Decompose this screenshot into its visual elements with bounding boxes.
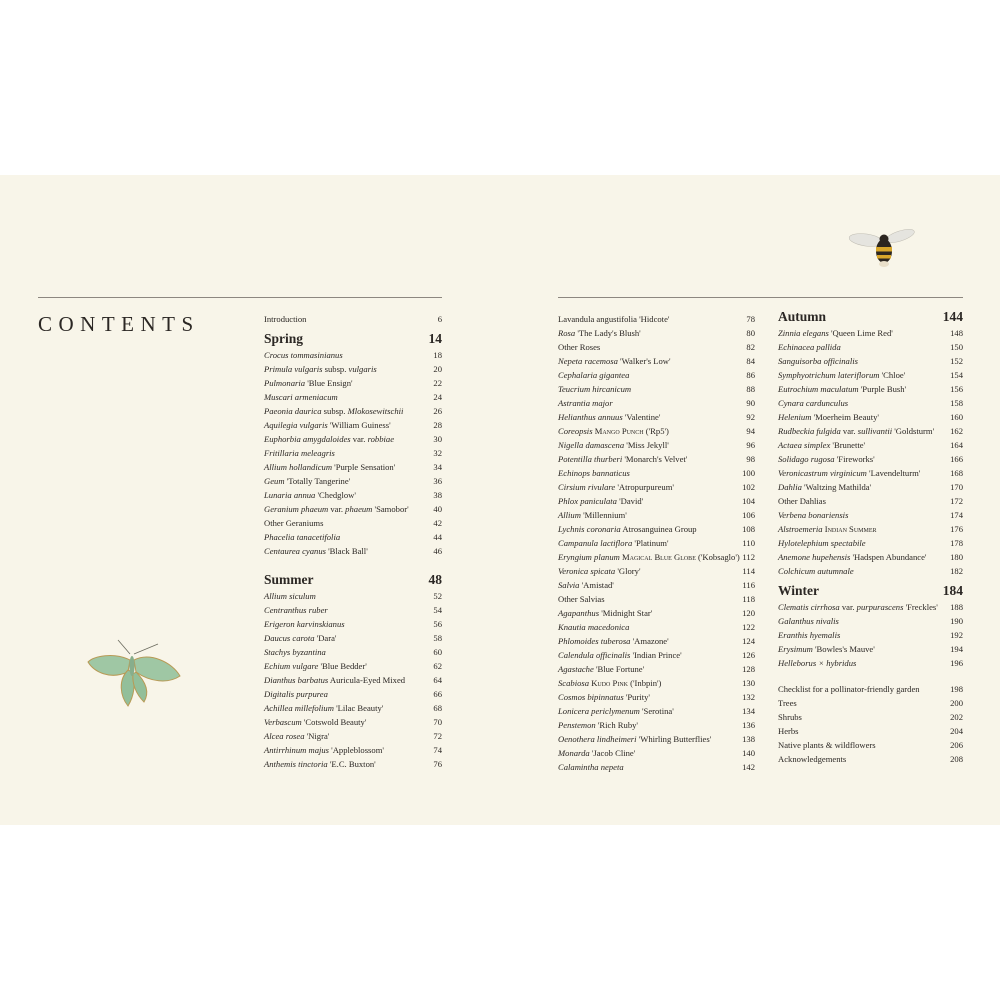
toc-entry-page: 126 [742, 650, 755, 660]
toc-entry-label: Galanthus nivalis [778, 616, 839, 626]
toc-entry[interactable] [778, 382, 963, 396]
toc-entry[interactable] [558, 382, 755, 396]
toc-entry[interactable] [558, 508, 755, 522]
toc-entry[interactable] [264, 404, 442, 418]
toc-entry[interactable] [778, 326, 963, 340]
toc-entry-page: 196 [950, 658, 963, 668]
toc-entry-page: 194 [950, 644, 963, 654]
toc-entry-page: 56 [433, 619, 442, 629]
toc-entry-page: 74 [433, 745, 442, 755]
section-title: Summer [264, 572, 314, 587]
toc-column-1 [264, 312, 442, 771]
toc-entry-page: 54 [433, 605, 442, 615]
toc-entry-label: Paeonia daurica subsp. Mlokosewitschii [264, 406, 404, 416]
toc-entry-page: 6 [437, 314, 442, 324]
toc-entry-label: Other Dahlias [778, 496, 826, 506]
toc-entry-page: 36 [433, 476, 442, 486]
section-heading-spring[interactable] [264, 330, 442, 348]
toc-entry-label: Euphorbia amygdaloides var. robbiae [264, 434, 395, 444]
toc-entry[interactable] [778, 494, 963, 508]
toc-entry-label: Anthemis tinctoria 'E.C. Buxton' [264, 759, 376, 769]
toc-entry-page: 156 [950, 384, 963, 394]
toc-entry-label: Daucus carota 'Dara' [264, 633, 337, 643]
toc-entry-label: Alstroemeria Indian Summer [778, 524, 877, 534]
toc-entry-label: Nepeta racemosa 'Walker's Low' [558, 356, 671, 366]
toc-entry-page: 180 [950, 552, 963, 562]
toc-entry-page: 188 [950, 602, 963, 612]
toc-entry[interactable] [264, 502, 442, 516]
toc-entry-page: 32 [433, 448, 442, 458]
toc-entry-page: 46 [433, 546, 442, 556]
toc-entry-page: 130 [742, 678, 755, 688]
toc-entry[interactable] [264, 589, 442, 603]
toc-entry-page: 102 [742, 482, 755, 492]
toc-entry[interactable] [264, 757, 442, 771]
toc-entry-page: 154 [950, 370, 963, 380]
toc-entry[interactable] [264, 631, 442, 645]
toc-entry-page: 98 [746, 454, 755, 464]
toc-entry-label: Shrubs [778, 712, 802, 722]
toc-entry-page: 64 [433, 675, 442, 685]
toc-entry-label: Primula vulgaris subsp. vulgaris [264, 364, 377, 374]
toc-entry-page: 170 [950, 482, 963, 492]
toc-entry[interactable] [558, 410, 755, 424]
toc-entry-page: 24 [433, 392, 442, 402]
toc-entry-page: 88 [746, 384, 755, 394]
toc-entry-page: 20 [433, 364, 442, 374]
toc-entry-page: 70 [433, 717, 442, 727]
toc-entry[interactable] [558, 480, 755, 494]
toc-entry[interactable] [558, 368, 755, 382]
toc-entry[interactable] [264, 603, 442, 617]
toc-entry-page: 204 [950, 726, 963, 736]
toc-entry-label: Teucrium hircanicum [558, 384, 632, 394]
toc-entry-label: Anemone hupehensis 'Hadspen Abundance' [778, 552, 927, 562]
toc-entry-label: Knautia macedonica [558, 622, 630, 632]
toc-entry-label: Colchicum autumnale [778, 566, 854, 576]
autumn-entries [778, 326, 963, 578]
toc-entry[interactable] [558, 522, 755, 536]
toc-entry[interactable] [558, 578, 755, 592]
toc-entry-label: Lunaria annua 'Chedglow' [264, 490, 356, 500]
toc-entry-label: Erigeron karvinskianus [264, 619, 345, 629]
toc-entry-label: Allium siculum [264, 591, 316, 601]
toc-entry[interactable] [558, 550, 755, 564]
toc-entry[interactable] [558, 676, 755, 690]
toc-entry-page: 100 [742, 468, 755, 478]
toc-entry[interactable] [264, 659, 442, 673]
toc-entry-label: Other Geraniums [264, 518, 324, 528]
toc-entry[interactable] [558, 718, 755, 732]
toc-entry-page: 152 [950, 356, 963, 366]
toc-entry-page: 62 [433, 661, 442, 671]
page-title: CONTENTS [38, 312, 200, 336]
toc-entry-page: 114 [742, 566, 755, 576]
summer-entries [264, 589, 442, 771]
toc-entry[interactable] [264, 418, 442, 432]
bee-icon [846, 226, 916, 272]
toc-entry[interactable] [778, 368, 963, 382]
toc-entry[interactable] [264, 530, 442, 544]
toc-entry-label: Eranthis hyemalis [778, 630, 841, 640]
toc-entry[interactable] [778, 724, 963, 738]
section-title: Spring [264, 331, 304, 346]
toc-entry-label: Rudbeckia fulgida var. sullivantii 'Goldsturm' [778, 426, 935, 436]
toc-entry[interactable] [264, 432, 442, 446]
toc-entry[interactable] [264, 348, 442, 362]
toc-entry-page: 140 [742, 748, 755, 758]
toc-entry-label: Muscari armeniacum [264, 392, 338, 402]
top-rule-left [38, 297, 442, 298]
toc-entry-label: Lonicera periclymenum 'Serotina' [558, 706, 674, 716]
toc-entry[interactable] [558, 760, 755, 774]
toc-entry-label: Scabiosa Kudo Pink ('Inbpin') [558, 678, 662, 688]
toc-entry-label: Fritillaria meleagris [264, 448, 335, 458]
toc-entry-introduction[interactable] [264, 312, 442, 326]
section-title: Winter [778, 583, 819, 598]
toc-entry[interactable] [264, 390, 442, 404]
toc-entry-page: 106 [742, 510, 755, 520]
toc-entry-page: 158 [950, 398, 963, 408]
toc-entry[interactable] [778, 710, 963, 724]
toc-entry-page: 162 [950, 426, 963, 436]
toc-entry[interactable] [558, 732, 755, 746]
toc-entry-page: 206 [950, 740, 963, 750]
toc-entry-label: Acknowledgements [778, 754, 847, 764]
toc-entry-page: 172 [950, 496, 963, 506]
toc-entry-page: 108 [742, 524, 755, 534]
toc-entry[interactable] [558, 326, 755, 340]
toc-column-3 [778, 308, 963, 766]
toc-entry-label: Dianthus barbatus Auricula-Eyed Mixed [264, 675, 406, 685]
toc-entry-label: Trees [778, 698, 797, 708]
toc-entry-page: 44 [433, 532, 442, 542]
toc-entry-label: Helianthus annuus 'Valentine' [558, 412, 661, 422]
toc-entry[interactable] [778, 642, 963, 656]
toc-entry[interactable] [778, 438, 963, 452]
toc-entry[interactable] [778, 508, 963, 522]
toc-entry-label: Centranthus ruber [264, 605, 328, 615]
toc-entry[interactable] [778, 396, 963, 410]
toc-entry[interactable] [558, 340, 755, 354]
toc-entry-label: Crocus tommasinianus [264, 350, 343, 360]
toc-entry-page: 80 [746, 328, 755, 338]
toc-entry-label: Echinacea pallida [778, 342, 841, 352]
toc-entry-label: Agastache 'Blue Fortune' [558, 664, 645, 674]
toc-entry-page: 192 [950, 630, 963, 640]
toc-entry-label: Achillea millefolium 'Lilac Beauty' [264, 703, 384, 713]
toc-entry-label: Pulmonaria 'Blue Ensign' [264, 378, 353, 388]
toc-entry-page: 34 [433, 462, 442, 472]
toc-entry-page: 110 [742, 538, 755, 548]
toc-entry-label: Actaea simplex 'Brunette' [778, 440, 866, 450]
toc-entry-page: 198 [950, 684, 963, 694]
toc-entry-page: 94 [746, 426, 755, 436]
section-title: Autumn [778, 309, 827, 324]
toc-entry-label: Introduction [264, 314, 307, 324]
toc-entry-label: Veronicastrum virginicum 'Lavendelturm' [778, 468, 921, 478]
toc-entry[interactable] [264, 544, 442, 558]
toc-entry-label: Rosa 'The Lady's Blush' [558, 328, 641, 338]
toc-entry-page: 22 [433, 378, 442, 388]
toc-entry-label: Lychnis coronaria Atrosanguinea Group [558, 524, 697, 534]
toc-entry-label: Centaurea cyanus 'Black Ball' [264, 546, 368, 556]
appendix-entries [778, 682, 963, 766]
toc-entry-page: 26 [433, 406, 442, 416]
toc-entry[interactable] [558, 746, 755, 760]
toc-entry[interactable] [778, 628, 963, 642]
toc-entry-label: Helenium 'Moerheim Beauty' [778, 412, 879, 422]
toc-entry-label: Calamintha nepeta [558, 762, 624, 772]
toc-entry-page: 120 [742, 608, 755, 618]
toc-entry-label: Oenothera lindheimeri 'Whirling Butterflies' [558, 734, 712, 744]
toc-entry-label: Zinnia elegans 'Queen Lime Red' [778, 328, 893, 338]
toc-entry[interactable] [558, 494, 755, 508]
winter-entries [778, 600, 963, 670]
toc-entry[interactable] [778, 536, 963, 550]
toc-entry[interactable] [778, 614, 963, 628]
toc-entry-label: Eryngium planum Magical Blue Globe ('Kobsaglo') [558, 552, 740, 562]
toc-entry[interactable] [778, 600, 963, 614]
toc-entry[interactable] [778, 466, 963, 480]
toc-entry[interactable] [264, 673, 442, 687]
toc-entry-label: Calendula officinalis 'Indian Prince' [558, 650, 682, 660]
toc-entry[interactable] [778, 682, 963, 696]
toc-entry-page: 176 [950, 524, 963, 534]
section-page: 48 [428, 572, 442, 587]
toc-entry-label: Coreopsis Mango Punch ('Rp5') [558, 426, 669, 436]
toc-entry-label: Echinops bannaticus [558, 468, 630, 478]
section-page: 144 [942, 309, 963, 324]
toc-entry-label: Phacelia tanacetifolia [264, 532, 341, 542]
toc-entry-label: Potentilla thurberi 'Monarch's Velvet' [558, 454, 688, 464]
toc-entry-label: Dahlia 'Waltzing Mathilda' [778, 482, 872, 492]
toc-entry-label: Monarda 'Jacob Cline' [558, 748, 636, 758]
toc-entry-page: 96 [746, 440, 755, 450]
toc-entry-page: 82 [746, 342, 755, 352]
toc-entry[interactable] [264, 729, 442, 743]
toc-entry-page: 150 [950, 342, 963, 352]
toc-entry[interactable] [558, 354, 755, 368]
toc-entry-label: Hylotelephium spectabile [778, 538, 866, 548]
toc-entry-label: Symphyotrichum lateriflorum 'Chloe' [778, 370, 906, 380]
section-heading-winter[interactable] [778, 582, 963, 600]
toc-entry-label: Alcea rosea 'Nigra' [264, 731, 330, 741]
toc-entry[interactable] [558, 606, 755, 620]
toc-entry-page: 116 [742, 580, 755, 590]
toc-entry[interactable] [264, 446, 442, 460]
section-heading-summer[interactable] [264, 571, 442, 589]
toc-entry-page: 160 [950, 412, 963, 422]
toc-entry[interactable] [558, 592, 755, 606]
section-page: 14 [428, 331, 442, 346]
toc-entry[interactable] [558, 690, 755, 704]
toc-entry-label: Penstemon 'Rich Ruby' [558, 720, 638, 730]
toc-entry-page: 190 [950, 616, 963, 626]
toc-entry-label: Campanula lactiflora 'Platinum' [558, 538, 669, 548]
toc-entry[interactable] [778, 550, 963, 564]
toc-entry[interactable] [558, 634, 755, 648]
toc-entry-page: 72 [433, 731, 442, 741]
toc-entry-page: 182 [950, 566, 963, 576]
toc-entry[interactable] [264, 687, 442, 701]
toc-entry[interactable] [558, 662, 755, 676]
toc-entry-page: 208 [950, 754, 963, 764]
toc-entry-label: Cephalaria gigantea [558, 370, 630, 380]
toc-entry-page: 168 [950, 468, 963, 478]
toc-entry-label: Sanguisorba officinalis [778, 356, 858, 366]
toc-entry[interactable] [558, 312, 755, 326]
toc-entry[interactable] [558, 648, 755, 662]
toc-entry[interactable] [264, 715, 442, 729]
toc-entry-page: 58 [433, 633, 442, 643]
summer-entries-continued [558, 312, 755, 774]
toc-entry[interactable] [778, 340, 963, 354]
toc-entry-page: 60 [433, 647, 442, 657]
section-heading-autumn[interactable] [778, 308, 963, 326]
toc-entry-page: 92 [746, 412, 755, 422]
toc-entry-page: 28 [433, 420, 442, 430]
toc-entry[interactable] [778, 452, 963, 466]
toc-entry-page: 148 [950, 328, 963, 338]
toc-entry-label: Phlomoides tuberosa 'Amazone' [558, 636, 669, 646]
toc-entry-page: 124 [742, 636, 755, 646]
toc-entry[interactable] [778, 480, 963, 494]
toc-entry-page: 128 [742, 664, 755, 674]
toc-entry[interactable] [558, 466, 755, 480]
toc-entry-page: 38 [433, 490, 442, 500]
toc-entry-label: Geum 'Totally Tangerine' [264, 476, 351, 486]
toc-entry-label: Other Roses [558, 342, 601, 352]
toc-entry[interactable] [778, 738, 963, 752]
toc-entry[interactable] [264, 516, 442, 530]
toc-entry-label: Native plants & wildflowers [778, 740, 876, 750]
toc-entry-page: 18 [433, 350, 442, 360]
toc-column-2 [558, 312, 755, 774]
toc-entry-page: 40 [433, 504, 442, 514]
toc-entry-label: Digitalis purpurea [264, 689, 328, 699]
toc-entry[interactable] [558, 396, 755, 410]
section-page: 184 [942, 583, 963, 598]
toc-entry-label: Salvia 'Amistad' [558, 580, 614, 590]
toc-entry-page: 30 [433, 434, 442, 444]
toc-entry[interactable] [778, 354, 963, 368]
toc-entry-label: Veronica spicata 'Glory' [558, 566, 641, 576]
toc-entry-page: 76 [433, 759, 442, 769]
toc-entry-label: Eutrochium maculatum 'Purple Bush' [778, 384, 907, 394]
toc-entry[interactable] [558, 620, 755, 634]
toc-entry[interactable] [778, 656, 963, 670]
toc-entry-label: Helleborus × hybridus [778, 658, 857, 668]
toc-entry[interactable] [778, 564, 963, 578]
toc-entry-label: Agapanthus 'Midnight Star' [558, 608, 653, 618]
toc-entry-label: Solidago rugosa 'Fireworks' [778, 454, 875, 464]
top-rule-right [558, 297, 963, 298]
toc-entry-page: 104 [742, 496, 755, 506]
toc-entry-label: Verbascum 'Cotswold Beauty' [264, 717, 367, 727]
toc-entry-page: 112 [742, 552, 755, 562]
toc-entry-label: Aquilegia vulgaris 'William Guiness' [264, 420, 391, 430]
toc-entry[interactable] [558, 564, 755, 578]
toc-entry-label: Stachys byzantina [264, 647, 326, 657]
toc-entry-page: 202 [950, 712, 963, 722]
toc-entry-label: Cosmos bipinnatus 'Purity' [558, 692, 650, 702]
toc-entry[interactable] [558, 536, 755, 550]
toc-entry[interactable] [778, 410, 963, 424]
toc-entry[interactable] [264, 460, 442, 474]
toc-entry-page: 136 [742, 720, 755, 730]
toc-entry[interactable] [264, 701, 442, 715]
toc-entry-page: 178 [950, 538, 963, 548]
toc-entry-label: Checklist for a pollinator-friendly garden [778, 684, 920, 694]
toc-entry-page: 68 [433, 703, 442, 713]
toc-entry-label: Other Salvias [558, 594, 605, 604]
toc-entry-label: Astrantia major [558, 398, 613, 408]
toc-entry[interactable] [264, 362, 442, 376]
toc-entry[interactable] [264, 617, 442, 631]
toc-entry-page: 200 [950, 698, 963, 708]
toc-entry-page: 78 [746, 314, 755, 324]
toc-entry-page: 118 [742, 594, 755, 604]
toc-entry[interactable] [558, 704, 755, 718]
toc-entry-page: 174 [950, 510, 963, 520]
toc-entry-page: 166 [950, 454, 963, 464]
toc-entry[interactable] [778, 522, 963, 536]
toc-entry-label: Cynara cardunculus [778, 398, 849, 408]
toc-entry-page: 66 [433, 689, 442, 699]
moth-icon [84, 636, 184, 714]
toc-entry-page: 142 [742, 762, 755, 772]
toc-entry-page: 86 [746, 370, 755, 380]
toc-entry-page: 122 [742, 622, 755, 632]
toc-entry[interactable] [778, 752, 963, 766]
toc-entry[interactable] [264, 488, 442, 502]
toc-entry-label: Erysimum 'Bowles's Mauve' [778, 644, 875, 654]
toc-entry-label: Herbs [778, 726, 799, 736]
toc-entry-label: Clematis cirrhosa var. purpurascens 'Freckles' [778, 602, 938, 612]
spring-entries [264, 348, 442, 558]
toc-entry[interactable] [264, 474, 442, 488]
toc-entry[interactable] [558, 452, 755, 466]
toc-entry-label: Geranium phaeum var. phaeum 'Samobor' [264, 504, 409, 514]
toc-entry-page: 138 [742, 734, 755, 744]
toc-entry-page: 84 [746, 356, 755, 366]
toc-entry-label: Phlox paniculata 'David' [558, 496, 644, 506]
toc-entry-page: 42 [433, 518, 442, 528]
toc-entry[interactable] [264, 376, 442, 390]
toc-entry-label: Nigella damascena 'Miss Jekyll' [558, 440, 669, 450]
toc-entry[interactable] [264, 645, 442, 659]
toc-entry[interactable] [558, 424, 755, 438]
toc-entry-label: Lavandula angustifolia 'Hidcote' [558, 314, 670, 324]
toc-entry[interactable] [778, 424, 963, 438]
toc-entry-page: 52 [433, 591, 442, 601]
toc-entry-label: Cirsium rivulare 'Atropurpureum' [558, 482, 674, 492]
toc-entry-page: 132 [742, 692, 755, 702]
toc-entry[interactable] [264, 743, 442, 757]
toc-entry[interactable] [778, 696, 963, 710]
toc-entry-label: Allium 'Millennium' [558, 510, 627, 520]
toc-entry-label: Verbena bonariensis [778, 510, 849, 520]
toc-entry-label: Allium hollandicum 'Purple Sensation' [264, 462, 396, 472]
toc-entry-page: 90 [746, 398, 755, 408]
toc-entry-page: 134 [742, 706, 755, 716]
toc-entry-page: 164 [950, 440, 963, 450]
toc-entry-label: Antirrhinum majus 'Appleblossom' [264, 745, 384, 755]
toc-entry-label: Echium vulgare 'Blue Bedder' [264, 661, 367, 671]
toc-entry[interactable] [558, 438, 755, 452]
